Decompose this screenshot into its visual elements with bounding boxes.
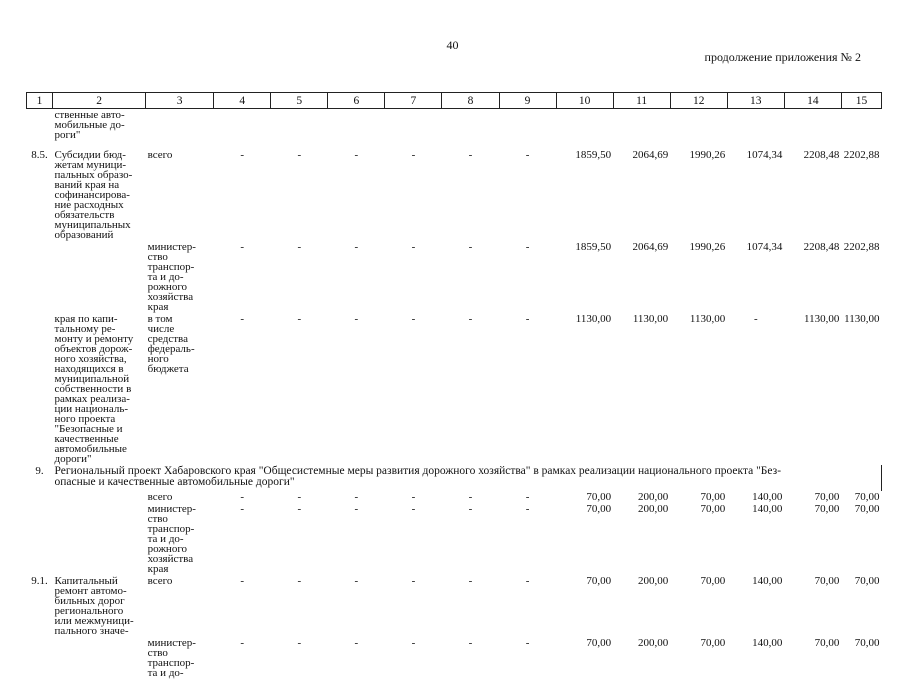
value-cell: 70,00 [814,502,840,515]
row-number [27,637,53,679]
budget-table [26,92,882,679]
row-number [27,313,53,465]
value-cell: 70,00 [700,490,726,503]
column-header-5: 5 [271,93,328,109]
value-cell: 1990,26 [689,240,726,253]
value-cell: 1130,00 [632,312,669,325]
value-cell: - [411,502,416,515]
value-cell: - [468,502,473,515]
value-cell: - [240,502,245,515]
column-header-8: 8 [442,93,499,109]
row-number [27,241,53,313]
value-cell: 70,00 [854,490,880,503]
value-cell: - [240,148,245,161]
funding-source: министер- ство транспор- та и до- рожного хозяйства края [147,502,196,575]
page-number: 40 [446,38,459,52]
value-cell: 2064,69 [632,240,669,253]
value-cell: 70,00 [854,574,880,587]
value-cell: 1130,00 [575,312,612,325]
table-row [27,241,882,313]
table-row [27,503,882,575]
value-cell: 70,00 [700,574,726,587]
row-number [27,503,53,575]
column-header-1: 1 [27,93,53,109]
value-cell: 200,00 [637,490,669,503]
value-cell: - [411,148,416,161]
value-cell: 1990,26 [689,148,726,161]
value-cell: 2208,48 [803,148,840,161]
value-cell: - [411,490,416,503]
column-header-6: 6 [328,93,385,109]
value-cell: 140,00 [752,490,783,503]
table-row [27,575,882,637]
value-cell: 200,00 [637,574,669,587]
value-cell: - [525,312,530,325]
value-cell: 70,00 [854,636,880,649]
value-cell: 2064,69 [632,148,669,161]
value-cell: 1074,34 [746,148,783,161]
value-cell: 70,00 [586,502,612,515]
column-header-2: 2 [53,93,146,109]
column-header-4: 4 [214,93,271,109]
column-header-12: 12 [670,93,727,109]
value-cell: - [411,240,416,253]
column-header-11: 11 [613,93,670,109]
value-cell [784,109,841,149]
value-cell: - [411,636,416,649]
value-cell [385,109,442,149]
value-cell [556,109,613,149]
value-cell: - [354,490,359,503]
value-cell: 140,00 [752,502,783,515]
value-cell: 1074,34 [746,240,783,253]
value-cell: 2202,88 [843,148,880,161]
column-header-9: 9 [499,93,556,109]
value-cell: 2208,48 [803,240,840,253]
funding-source: всего [147,574,173,587]
table-row [27,313,882,465]
row-description: ственные авто- мобильные до- роги" [54,109,125,141]
row-number: 8.5. [31,148,48,161]
value-cell [442,109,499,149]
value-cell: 70,00 [586,636,612,649]
value-cell: - [525,636,530,649]
row-number: 9.1. [31,574,48,587]
value-cell: 140,00 [752,574,783,587]
value-cell: - [297,312,302,325]
value-cell: - [525,148,530,161]
value-cell: - [240,240,245,253]
value-cell [328,109,385,149]
funding-source: министер- ство транспор- та и до- [147,636,196,679]
value-cell: - [525,574,530,587]
row-number [27,109,53,149]
value-cell [214,109,271,149]
value-cell: - [354,574,359,587]
row-description [53,241,146,313]
column-header-15: 15 [841,93,881,109]
value-cell: - [354,502,359,515]
value-cell: - [468,636,473,649]
section-title: Региональный проект Хабаровского края "Общесистемные меры развития дорожного хозяйства" в рамках реализации национального проекта "Без- опасные и качественные автомобильные дороги" [53,465,882,491]
value-cell: - [240,490,245,503]
funding-source: в том числе средства федераль- ного бюджета [147,312,195,375]
value-cell: 140,00 [752,636,783,649]
value-cell: 70,00 [586,490,612,503]
value-cell [841,109,881,149]
value-cell: - [468,240,473,253]
funding-source: министер- ство транспор- та и до- рожного хозяйства края [147,240,196,313]
value-cell: - [240,574,245,587]
table-row [27,637,882,679]
value-cell: - [468,574,473,587]
value-cell: 70,00 [854,502,880,515]
value-cell [613,109,670,149]
value-cell: 70,00 [814,574,840,587]
column-header-3: 3 [146,93,214,109]
value-cell: - [354,312,359,325]
value-cell: 70,00 [700,636,726,649]
header-row [27,93,882,109]
table-row [27,149,882,241]
column-header-13: 13 [727,93,784,109]
row-description: края по капи- тальному ре- монту и ремонту объектов дорож- ного хозяйства, находящихся в муниципальной собственности в рамках реализа- ции националь- ного проекта "Безопасные и качественные автомобильные дороги" [54,312,134,465]
value-cell: - [354,636,359,649]
value-cell: - [240,636,245,649]
value-cell: - [468,490,473,503]
funding-source [146,109,214,149]
value-cell: - [468,312,473,325]
row-description [53,503,146,575]
value-cell: - [525,490,530,503]
value-cell: - [297,148,302,161]
value-cell: 70,00 [700,502,726,515]
funding-source: всего [147,148,173,161]
value-cell: 1130,00 [689,312,726,325]
table-body [27,109,882,679]
column-header-7: 7 [385,93,442,109]
value-cell: 70,00 [814,636,840,649]
value-cell: 70,00 [814,490,840,503]
value-cell: - [297,502,302,515]
value-cell [271,109,328,149]
column-header-14: 14 [784,93,841,109]
value-cell: - [411,312,416,325]
value-cell: - [468,148,473,161]
value-cell [727,109,784,149]
value-cell: - [525,502,530,515]
table-row [27,491,882,503]
value-cell: 2202,88 [843,240,880,253]
table-row [27,465,882,491]
value-cell: - [297,636,302,649]
value-cell [670,109,727,149]
row-description [53,637,146,679]
value-cell: - [297,574,302,587]
value-cell: - [297,490,302,503]
value-cell: 1130,00 [844,312,880,325]
row-number: 9. [35,464,44,477]
value-cell: - [525,240,530,253]
value-cell [499,109,556,149]
funding-source: всего [147,490,173,503]
row-description: Капитальный ремонт автомо- бильных дорог регионального или межмуници- пального значе- [54,574,134,637]
value-cell: 70,00 [586,574,612,587]
value-cell: 200,00 [637,636,669,649]
value-cell: 200,00 [637,502,669,515]
value-cell: - [354,148,359,161]
column-header-10: 10 [556,93,613,109]
value-cell: - [354,240,359,253]
value-cell: - [297,240,302,253]
row-description [53,491,146,503]
value-cell: - [240,312,245,325]
value-cell: 1859,50 [575,240,612,253]
table-row [27,109,882,149]
appendix-note: продолжение приложения № 2 [704,50,861,64]
value-cell: 1130,00 [804,312,840,325]
row-description: Субсидии бюд- жетам муници- пальных образо- ваний края на софинансирова- ние расходных обязательств муниципальных образований [54,148,133,241]
value-cell: - [411,574,416,587]
value-cell: - [753,312,758,325]
value-cell: 1859,50 [575,148,612,161]
row-number [27,491,53,503]
